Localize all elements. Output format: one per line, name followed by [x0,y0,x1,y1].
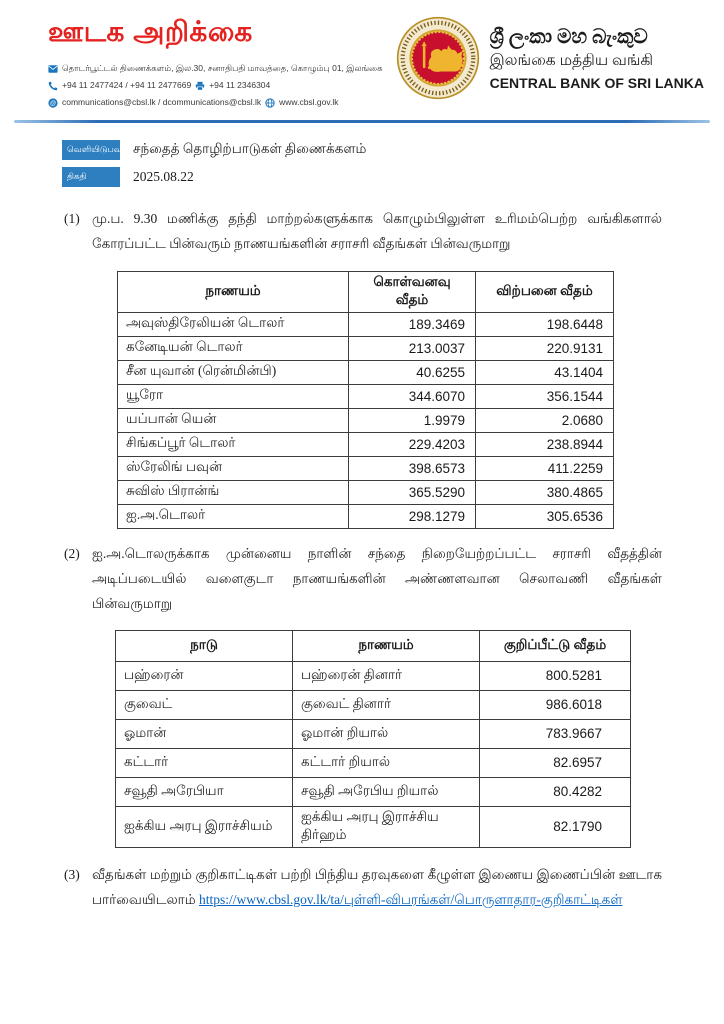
table-cell: சிங்கப்பூர் டொலர் [118,432,349,456]
table-row [118,312,614,336]
column-header-selling-rate: விற்பனை வீதம் [476,271,614,312]
table-cell: 305.6536 [476,504,614,528]
paragraph-2-number: (2) [64,545,80,561]
bank-name-tamil: இலங்கை மத்திய வங்கி [489,52,654,69]
table-cell: 198.6448 [476,312,614,336]
header-separator-line [14,120,710,123]
table-cell: 411.2259 [476,456,614,480]
date-row [62,167,724,187]
column-header-currency: நாணயம் [118,271,349,312]
page-header [0,0,724,111]
table-cell: சவூதி அரேபியா [116,777,293,806]
central-bank-seal-logo [396,16,480,100]
table-cell: ஐக்கிய அரபு இராச்சிய திர்ஹம் [293,806,480,847]
table-cell: ஓமான் றியால் [293,719,480,748]
contact-address: தொடர்பூட்டல் திணைக்களம், இல.30, சனாதிபதி மாவத்தை, கொழும்பு 01, இலங்கை [62,63,383,73]
contact-emails: communications@cbsl.lk / dcommunications@cbsl.lk [62,97,262,107]
table-header-row [116,630,631,661]
table-row [118,504,614,528]
date-value: 2025.08.22 [133,169,194,184]
table-row [118,456,614,480]
table-cell: 344.6070 [349,384,476,408]
table-cell: குவைட் தினார் [293,690,480,719]
table-cell: 2.0680 [476,408,614,432]
paragraph-1-text: மு.ப. 9.30 மணிக்கு தந்தி மாற்றல்களுக்காக கொழும்பிலுள்ள உரிமம்பெற்ற வங்கிகளால் கோரப்பட்ட பின்வரும் நாணயங்களின் சராசரி வீதங்கள் பின்வருமாறு [92,211,662,251]
table-cell: 365.5290 [349,480,476,504]
envelope-icon [48,64,58,74]
table-cell: 986.6018 [480,690,631,719]
table-cell: பஹ்ரைன் தினார் [293,661,480,690]
table-row [118,360,614,384]
table-cell: 783.9667 [480,719,631,748]
table-cell: 800.5281 [480,661,631,690]
contact-website: www.cbsl.gov.lk [279,97,339,107]
table-cell: குவைட் [116,690,293,719]
table-cell: 298.1279 [349,504,476,528]
table-row [118,336,614,360]
paragraph-3-text: வீதங்கள் மற்றும் குறிகாட்டிகள் பற்றி பிந்திய தரவுகளை கீழுள்ள இணைய இணைப்பின் ஊடாக பார்வையிடலாம் [92,866,662,907]
table-cell: ஓமான் [116,719,293,748]
media-release-title: ஊடக அறிக்கை [48,16,253,47]
table-row [116,777,631,806]
svg-text:@: @ [49,99,57,107]
publisher-label: வெளியிடுபவர் [62,140,120,160]
table-cell: 189.3469 [349,312,476,336]
date-label: திகதி [62,167,120,187]
table-cell: ஐக்கிய அரபு இராச்சியம் [116,806,293,847]
table-cell: 238.8944 [476,432,614,456]
table-cell: 80.4282 [480,777,631,806]
contact-address-line [48,60,383,77]
table-cell: 82.6957 [480,748,631,777]
paragraph-1 [64,207,662,257]
contact-web-line [48,94,383,111]
table-cell: 43.1404 [476,360,614,384]
table-cell: கட்டார் றியால் [293,748,480,777]
table-cell: சீன யுவான் (ரென்மின்பி) [118,360,349,384]
column-header-indicative-rate: குறிப்பீட்டு வீதம் [480,630,631,661]
table-cell: கனேடியன் டொலர் [118,336,349,360]
contact-block [48,60,383,111]
table-header-row [118,271,614,312]
table-cell: யப்பான் யென் [118,408,349,432]
table-cell: அவுஸ்திரேலியன் டொலர் [118,312,349,336]
table-row [116,806,631,847]
paragraph-2 [64,542,662,617]
bank-identity [396,16,708,111]
at-icon [48,98,58,108]
table-row [118,384,614,408]
table-row [118,480,614,504]
contact-phones: +94 11 2477424 / +94 11 2477669 [62,80,192,90]
table-cell: ஐ.அ.டொலர் [118,504,349,528]
table-row [116,661,631,690]
table-cell: ஸ்ரேலிங் பவுன் [118,456,349,480]
bank-name-sinhala: ශ්‍රී ලංකා මහ බැංකුව [489,26,648,48]
table-cell: 213.0037 [349,336,476,360]
table-cell: 1.9979 [349,408,476,432]
masthead [48,16,383,111]
column-header-currency: நாணயம் [293,630,480,661]
table-row [118,408,614,432]
contact-fax: +94 11 2346304 [209,80,271,90]
table-cell: 40.6255 [349,360,476,384]
globe-icon [265,98,275,108]
release-meta [62,140,724,187]
table-cell: யூரோ [118,384,349,408]
table-cell: 82.1790 [480,806,631,847]
fax-printer-icon [195,81,205,91]
paragraph-3-text-wrap [92,863,662,913]
paragraph-1-number: (1) [64,211,80,226]
column-header-country: நாடு [116,630,293,661]
publisher-value: சந்தைத் தொழிற்பாடுகள் திணைக்களம் [133,141,367,156]
exchange-rates-table [117,271,614,529]
table-cell: சவூதி அரேபிய றியால் [293,777,480,806]
bank-name-block [490,16,704,91]
table-row [116,719,631,748]
table-cell: 356.1544 [476,384,614,408]
table-cell: 398.6573 [349,456,476,480]
bank-name-english: CENTRAL BANK OF SRI LANKA [489,75,704,91]
table-cell: சுவிஸ் பிரான்ங் [118,480,349,504]
paragraph-3-number: (3) [64,866,80,882]
table-cell: பஹ்ரைன் [116,661,293,690]
column-header-buying-rate: கொள்வனவு வீதம் [349,271,476,312]
table-cell: கட்டார் [116,748,293,777]
paragraph-2-text: ஐ.அ.டொலருக்காக முன்னைய நாளின் சந்தை நிறையேற்றப்பட்ட சராசரி வீதத்தின் அடிப்படையில் வளைகுடா நாணயங்களின் அண்ணளவான செலாவணி வீதங்கள் பின்வருமாறு [92,545,662,611]
table-cell: 229.4203 [349,432,476,456]
contact-phone-line [48,77,383,94]
paragraph-3 [64,863,662,913]
gulf-currency-rates-table [115,630,631,848]
statistics-link[interactable]: https://www.cbsl.gov.lk/ta/புள்ளி-விபரங்கள்/பொருளாதார-குறிகாட்டிகள் [198,891,623,907]
table-cell: 380.4865 [476,480,614,504]
table-row [116,690,631,719]
table-row [118,432,614,456]
table-row [116,748,631,777]
phone-icon [48,81,58,91]
publisher-row [62,140,724,160]
table-cell: 220.9131 [476,336,614,360]
